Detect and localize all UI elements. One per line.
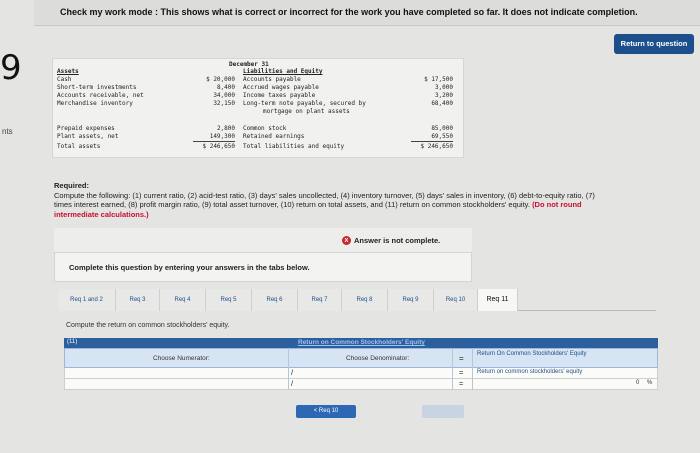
bs-liability-value: 3,000 — [434, 84, 453, 91]
next-button[interactable] — [422, 405, 464, 418]
result-row-label: Return on common stockholders' equity — [477, 369, 583, 375]
roe-table-title: Return on Common Stockholders' Equity — [298, 339, 425, 346]
bs-asset-label: Short-term investments — [57, 84, 137, 91]
bs-liability-label: Accounts payable — [243, 76, 301, 83]
denominator-label: Choose Denominator: — [346, 355, 410, 362]
tab-req-7[interactable]: Req 7 — [298, 289, 342, 311]
bs-liability-value: $ 17,500 — [424, 76, 453, 83]
required-heading: Required: — [54, 181, 90, 190]
instruction-box — [54, 252, 472, 282]
requirement-tabs — [58, 289, 656, 311]
bs-asset-value: 2,800 — [216, 125, 235, 132]
tab-req-1-2[interactable]: Req 1 and 2 — [58, 289, 116, 311]
percent-sign: % — [647, 380, 653, 386]
roe-table-header — [64, 338, 658, 348]
result-header: Return On Common Stockholders' Equity — [477, 351, 587, 357]
roe-label-row — [64, 348, 658, 368]
bs-asset-value: 32,150 — [213, 100, 235, 107]
bs-asset-value: 149,300 — [209, 133, 235, 140]
bs-asset-label: Cash — [57, 76, 72, 83]
compute-instruction: Compute the return on common stockholders' equity. — [66, 322, 230, 329]
result-value: 0 — [636, 380, 640, 386]
tab-req-6[interactable]: Req 6 — [252, 289, 298, 311]
equals-sign: = — [459, 379, 464, 388]
question-number: 9 — [0, 48, 22, 88]
prev-req-10-button[interactable]: < Req 10 — [296, 405, 356, 418]
numerator-label: Choose Numerator: — [153, 355, 210, 362]
required-text: Compute the following: (1) current ratio, (2) acid-test ratio, (3) days' sales uncollected, (4) inventory turnover, (5) days' sales in inventory, (6) debt-to-equity ratio, (7) times interest earned, (8) profit margin ratio, (9) total asset turnover, (10) return on total assets, and (11) return on common stockholders' equity. — [54, 190, 595, 209]
tab-req-4[interactable]: Req 4 — [160, 289, 206, 311]
bs-liability-value: 85,000 — [431, 125, 453, 132]
bs-asset-value: $ 20,000 — [206, 76, 235, 83]
tab-req-11[interactable]: Req 11 — [478, 289, 518, 311]
instruction-text: Complete this question by entering your answers in the tabs below. — [69, 263, 310, 272]
required-section — [54, 181, 614, 219]
roe-input-row — [64, 368, 658, 379]
tab-req-9[interactable]: Req 9 — [388, 289, 434, 311]
answer-status-text: Answer is not complete. — [354, 236, 441, 245]
bs-liability-value: 68,400 — [431, 100, 453, 107]
bs-liability-label: mortgage on plant assets — [263, 108, 350, 115]
bs-liability-value: 69,550 — [431, 133, 453, 140]
tab-req-10[interactable]: Req 10 — [434, 289, 478, 311]
check-mode-message: Check my work mode : This shows what is correct or incorrect for the work you have completed so far. It does not indicate completion. — [60, 7, 638, 17]
tab-req-5[interactable]: Req 5 — [206, 289, 252, 311]
bs-liability-label: Common stock — [243, 125, 287, 132]
denominator-select[interactable] — [297, 368, 447, 378]
bs-liability-label: Accrued wages payable — [243, 84, 319, 91]
equals-sign: = — [459, 354, 464, 363]
roe-value-row — [64, 379, 658, 390]
bs-liability-total-label: Total liabilities and equity — [243, 143, 345, 150]
bs-asset-value: 8,400 — [216, 84, 235, 91]
divide-sign: / — [291, 379, 294, 388]
roe-table — [64, 338, 658, 398]
bs-asset-label: Plant assets, net — [57, 133, 119, 140]
bs-liabilities-heading: Liabilities and Equity — [243, 68, 323, 75]
bs-liability-total-value: $ 246,650 — [420, 143, 453, 150]
error-icon: x — [342, 236, 351, 245]
bs-asset-total-value: $ 246,650 — [202, 143, 235, 150]
rounding-note: (Do not round intermediate calculations.) — [54, 200, 582, 219]
equals-sign: = — [459, 368, 464, 377]
row-label: (11) — [67, 339, 78, 345]
denominator-value-input[interactable] — [297, 379, 447, 389]
bs-liability-label: Long-term note payable, secured by — [243, 100, 366, 107]
bs-asset-label: Prepaid expenses — [57, 125, 115, 132]
points-label: nts — [2, 127, 13, 136]
bs-asset-label: Accounts receivable, net — [57, 92, 144, 99]
check-mode-bar — [34, 0, 700, 26]
bs-date: December 31 — [229, 61, 269, 68]
tab-req-8[interactable]: Req 8 — [342, 289, 388, 311]
divide-sign: / — [291, 368, 294, 377]
return-to-question-button[interactable]: Return to question — [614, 34, 694, 54]
tab-req-3[interactable]: Req 3 — [116, 289, 160, 311]
bs-asset-value: 34,000 — [213, 92, 235, 99]
bs-assets-heading: Assets — [57, 68, 79, 75]
balance-sheet — [52, 58, 464, 158]
bs-liability-label: Income taxes payable — [243, 92, 316, 99]
bs-asset-total-label: Total assets — [57, 143, 101, 150]
bs-asset-label: Merchandise inventory — [57, 100, 133, 107]
numerator-value-input[interactable] — [67, 379, 289, 389]
answer-status — [342, 236, 440, 245]
bs-liability-label: Retained earnings — [243, 133, 305, 140]
bs-liability-value: 3,200 — [434, 92, 453, 99]
numerator-select[interactable] — [67, 368, 289, 378]
